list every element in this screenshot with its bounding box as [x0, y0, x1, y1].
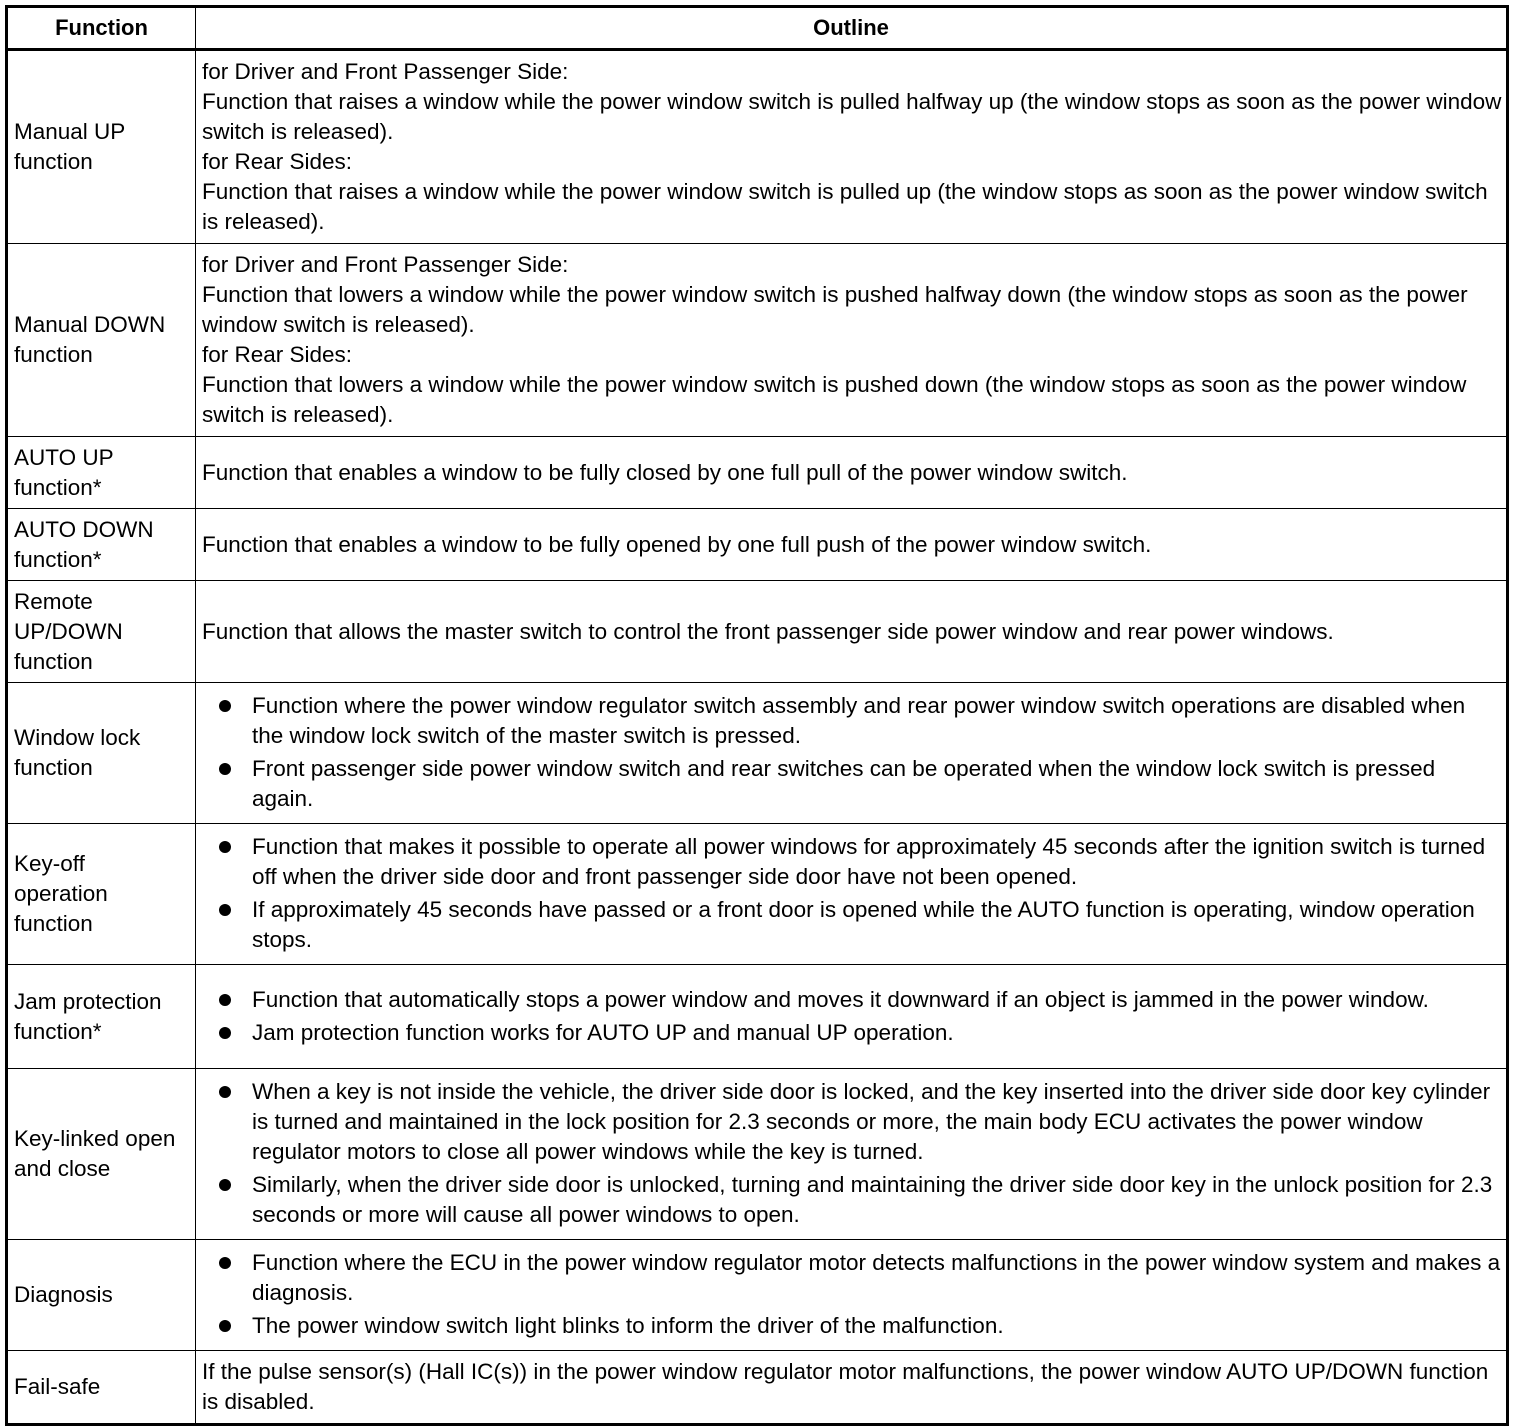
outline-text: Function that allows the master switch to control the front passenger side power window and rear power windows. [202, 618, 1334, 644]
function-cell: Window lock function [7, 683, 196, 824]
table-row [7, 1351, 1508, 1425]
document [5, 5, 1509, 1426]
table-row [7, 437, 1508, 509]
outline-cell [196, 965, 1508, 1069]
list-item [202, 832, 1502, 892]
table-row [7, 1069, 1508, 1240]
list-item [202, 1311, 1502, 1341]
table-row [7, 244, 1508, 437]
outline-cell [196, 1069, 1508, 1240]
list-item [202, 1170, 1502, 1230]
header-function: Function [7, 7, 196, 50]
bullet-text: When a key is not inside the vehicle, the driver side door is locked, and the key inserted into the driver side door key cylinder is turned and maintained in the lock position for 2.3 seconds or more, the main body ECU activates the power window regulator motors to close all power windows while the key is turned. [252, 1079, 1491, 1164]
function-cell: AUTO DOWN function* [7, 509, 196, 581]
bullet-list [202, 832, 1502, 955]
outline-cell [196, 1240, 1508, 1351]
bullet-text: Function where the power window regulator switch assembly and rear power window switch operations are disabled when the window lock switch of the master switch is pressed. [252, 693, 1466, 748]
list-item [202, 754, 1502, 814]
table-row [7, 50, 1508, 244]
function-cell: Diagnosis [7, 1240, 196, 1351]
list-item [202, 1018, 1502, 1048]
table-row [7, 1240, 1508, 1351]
header-outline: Outline [196, 7, 1508, 50]
outline-cell [196, 824, 1508, 965]
outline-cell [196, 1351, 1508, 1425]
bullet-list [202, 1248, 1502, 1341]
outline-text: Function that enables a window to be fully opened by one full push of the power window switch. [202, 531, 1152, 557]
bullet-text: Function where the ECU in the power window regulator motor detects malfunctions in the power window system and makes a diagnosis. [252, 1250, 1501, 1305]
outline-text: If the pulse sensor(s) (Hall IC(s)) in the power window regulator motor malfunctions, the power window AUTO UP/DOWN function is disabled. [202, 1359, 1489, 1414]
bullet-list [202, 985, 1502, 1048]
outline-text: Function that raises a window while the power window switch is pulled halfway up (the window stops as soon as the power window switch is released). [202, 89, 1502, 144]
bullet-icon [219, 1257, 231, 1269]
header-row [7, 7, 1508, 50]
table-row [7, 581, 1508, 683]
bullet-text: Jam protection function works for AUTO UP and manual UP operation. [252, 1019, 954, 1045]
bullet-icon [219, 1086, 231, 1098]
outline-text: for Rear Sides: [202, 149, 353, 174]
bullet-icon [219, 841, 231, 853]
function-outline-table [5, 5, 1509, 1426]
list-item [202, 1248, 1502, 1308]
outline-cell [196, 581, 1508, 683]
outline-cell [196, 244, 1508, 437]
bullet-text: Function that automatically stops a power window and moves it downward if an object is jammed in the power window. [252, 986, 1429, 1012]
function-cell: Fail-safe [7, 1351, 196, 1425]
outline-text: Function that enables a window to be fully closed by one full pull of the power window switch. [202, 459, 1128, 485]
outline-text: Function that lowers a window while the power window switch is pushed down (the window stops as soon as the power window switch is released). [202, 372, 1467, 427]
list-item [202, 985, 1502, 1015]
bullet-text: The power window switch light blinks to inform the driver of the malfunction. [252, 1313, 1004, 1338]
outline-text: Function that raises a window while the power window switch is pulled up (the window stops as soon as the power window switch is released). [202, 179, 1488, 234]
list-item [202, 895, 1502, 955]
bullet-list [202, 1077, 1502, 1230]
function-cell: Key-off operation function [7, 824, 196, 965]
bullet-icon [219, 904, 231, 916]
outline-text: for Rear Sides: [202, 342, 353, 367]
bullet-icon [219, 994, 231, 1006]
bullet-text: Similarly, when the driver side door is unlocked, turning and maintaining the driver side door key in the unlock position for 2.3 seconds or more will cause all power windows to open. [252, 1172, 1493, 1227]
table-row [7, 509, 1508, 581]
bullet-text: Function that makes it possible to operate all power windows for approximately 45 seconds after the ignition switch is turned off when the driver side door and front passenger side door have not been opened. [252, 834, 1486, 889]
bullet-icon [219, 1179, 231, 1191]
outline-text: for Driver and Front Passenger Side: [202, 59, 569, 84]
function-cell: AUTO UP function* [7, 437, 196, 509]
bullet-icon [219, 763, 231, 775]
bullet-icon [219, 1320, 231, 1332]
outline-cell [196, 683, 1508, 824]
outline-cell [196, 509, 1508, 581]
function-cell: Remote UP/DOWN function [7, 581, 196, 683]
table-row [7, 965, 1508, 1069]
function-cell: Manual UP function [7, 50, 196, 244]
list-item [202, 1077, 1502, 1167]
bullet-text: Front passenger side power window switch and rear switches can be operated when the window lock switch is pressed again. [252, 756, 1436, 811]
function-cell: Manual DOWN function [7, 244, 196, 437]
table-row [7, 683, 1508, 824]
bullet-icon [219, 1027, 231, 1039]
outline-cell [196, 437, 1508, 509]
outline-cell [196, 50, 1508, 244]
bullet-icon [219, 700, 231, 712]
function-cell: Key-linked open and close [7, 1069, 196, 1240]
table-header [7, 7, 1508, 50]
function-cell: Jam protection function* [7, 965, 196, 1069]
outline-text: for Driver and Front Passenger Side: [202, 252, 569, 277]
list-item [202, 691, 1502, 751]
outline-text: Function that lowers a window while the power window switch is pushed halfway down (the window stops as soon as the power window switch is released). [202, 282, 1468, 337]
bullet-text: If approximately 45 seconds have passed or a front door is opened while the AUTO function is operating, window operation stops. [252, 897, 1475, 952]
bullet-list [202, 691, 1502, 814]
table-row [7, 824, 1508, 965]
